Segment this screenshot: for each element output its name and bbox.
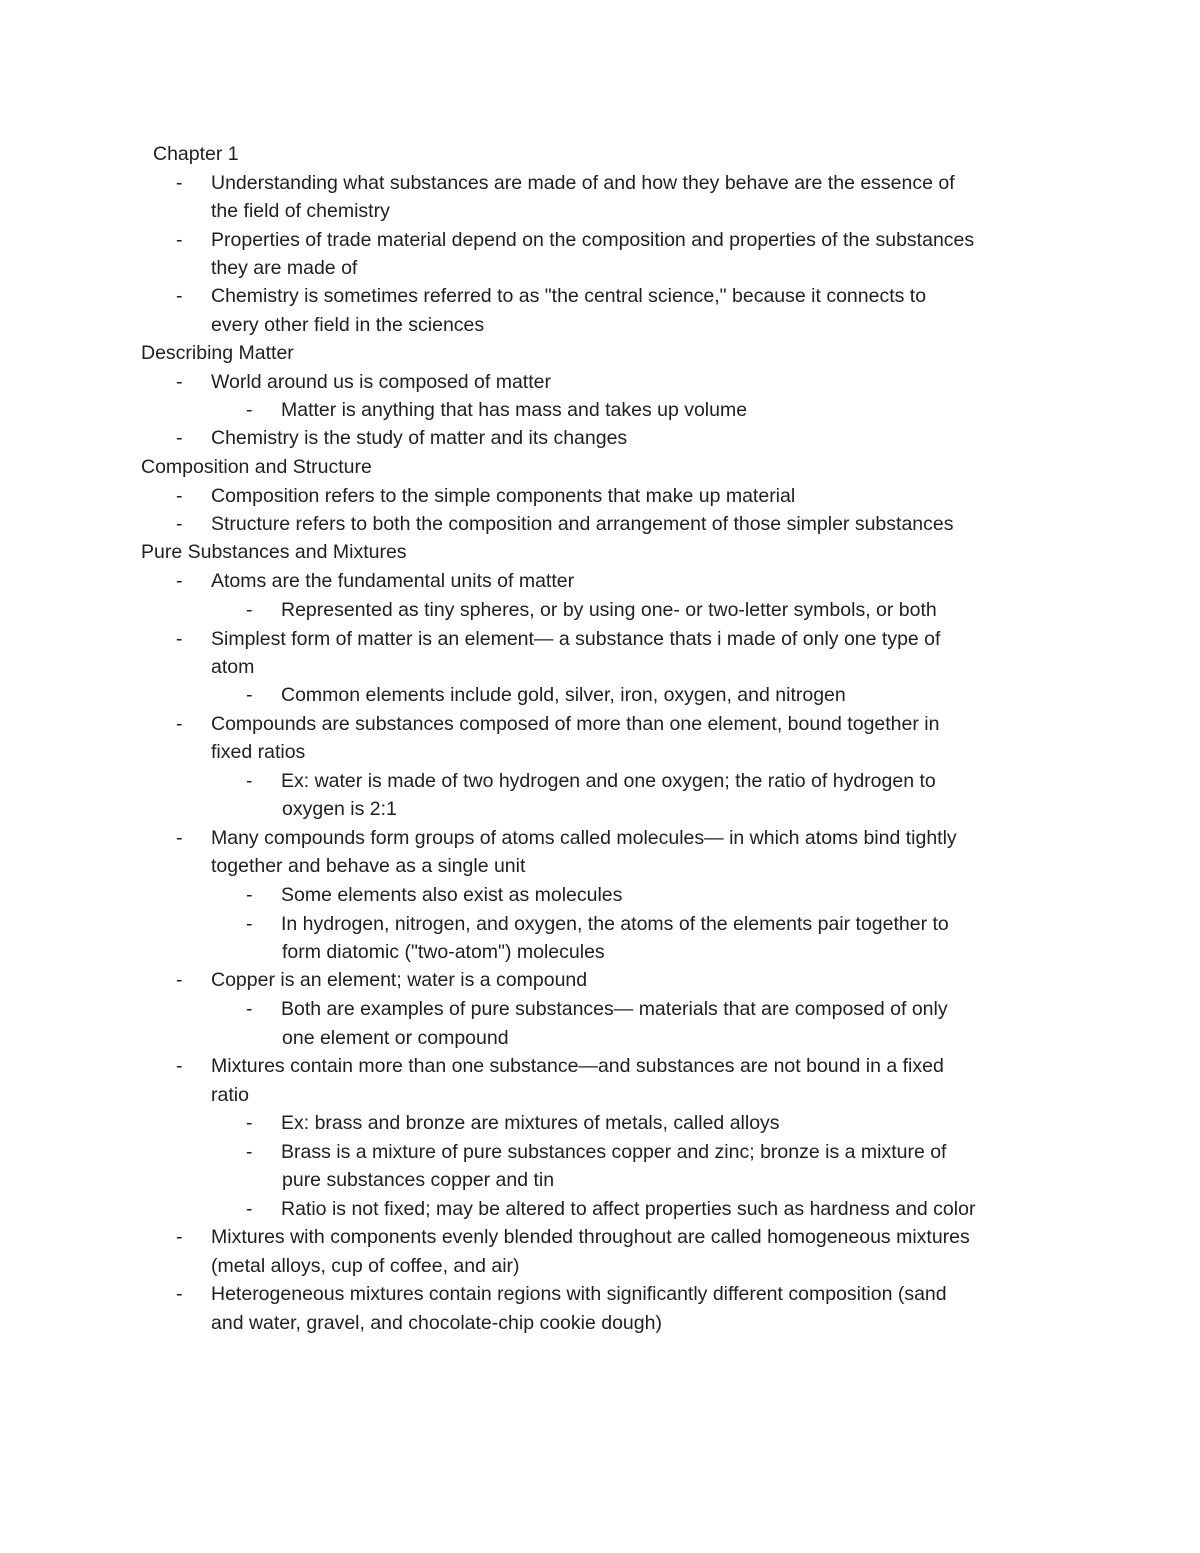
section-heading: Describing Matter [141,342,294,364]
bullet-text: Structure refers to both the composition and arrangement of those simpler substances [211,513,954,535]
bullet-item [176,1280,947,1308]
bullet-continuation: and water, gravel, and chocolate-chip cookie dough) [211,1312,662,1334]
bullet-dash: - [246,998,253,1020]
bullet-dash: - [246,913,253,935]
chapter-title: Chapter 1 [153,143,239,165]
sub-bullet-item [246,1138,946,1166]
bullet-item [176,510,953,538]
bullet-dash: - [246,770,253,792]
bullet-item [176,169,955,197]
bullet-dash: - [176,969,183,991]
bullet-text: Matter is anything that has mass and takes up volume [281,399,748,421]
bullet-dash: - [246,599,253,621]
bullet-dash: - [176,485,183,507]
bullet-text: World around us is composed of matter [211,371,551,393]
bullet-text: Represented as tiny spheres, or by using one- or two-letter symbols, or both [281,599,937,621]
bullet-item [176,966,587,994]
bullet-item [176,625,940,653]
bullet-text: Simplest form of matter is an element— a substance thats i made of only one type of [211,628,941,650]
bullet-text: Composition refers to the simple components that make up material [211,485,796,507]
bullet-dash: - [176,513,183,535]
bullet-text: In hydrogen, nitrogen, and oxygen, the atoms of the elements pair together to [281,913,949,935]
bullet-text: Ex: water is made of two hydrogen and one oxygen; the ratio of hydrogen to [281,770,936,792]
bullet-dash: - [176,713,183,735]
bullet-continuation: form diatomic ("two-atom") molecules [282,941,605,963]
bullet-dash: - [176,570,183,592]
bullet-text: Heterogeneous mixtures contain regions with significantly different composition (sand [211,1283,947,1305]
bullet-continuation: (metal alloys, cup of coffee, and air) [211,1255,520,1277]
bullet-item [176,482,795,510]
bullet-item [176,424,627,452]
bullet-text: Properties of trade material depend on the composition and properties of the substances [211,229,975,251]
bullet-text: Understanding what substances are made of and how they behave are the essence of [211,172,955,194]
bullet-text: Mixtures with components evenly blended throughout are called homogeneous mixtures [211,1226,970,1248]
bullet-item [176,710,939,738]
bullet-text: Brass is a mixture of pure substances copper and zinc; bronze is a mixture of [281,1141,947,1163]
bullet-item [176,567,574,595]
bullet-text: Copper is an element; water is a compound [211,969,588,991]
bullet-text: Ratio is not fixed; may be altered to affect properties such as hardness and color [281,1198,976,1220]
bullet-dash: - [246,399,253,421]
bullet-dash: - [176,229,183,251]
bullet-text: Common elements include gold, silver, iron, oxygen, and nitrogen [281,684,846,706]
bullet-dash: - [246,684,253,706]
sub-bullet-item [246,1195,975,1223]
bullet-dash: - [246,1198,253,1220]
sub-bullet-item [246,681,846,709]
bullet-item [176,1052,944,1080]
bullet-continuation: the field of chemistry [211,200,390,222]
bullet-dash: - [176,371,183,393]
bullet-text: Both are examples of pure substances— materials that are composed of only [281,998,948,1020]
bullet-text: Mixtures contain more than one substance—and substances are not bound in a fixed [211,1055,944,1077]
bullet-continuation: every other field in the sciences [211,314,485,336]
bullet-continuation: they are made of [211,257,358,279]
bullet-item [176,226,974,254]
sub-bullet-item [246,881,622,909]
bullet-item [176,282,926,310]
bullet-dash: - [176,628,183,650]
section-heading: Composition and Structure [141,456,372,478]
sub-bullet-item [246,910,949,938]
bullet-continuation: atom [211,656,255,678]
bullet-dash: - [176,827,183,849]
bullet-continuation: ratio [211,1084,249,1106]
bullet-text: Ex: brass and bronze are mixtures of metals, called alloys [281,1112,780,1134]
section-heading: Pure Substances and Mixtures [141,541,407,563]
sub-bullet-item [246,767,936,795]
bullet-dash: - [176,1055,183,1077]
bullet-text: Many compounds form groups of atoms called molecules— in which atoms bind tightly [211,827,957,849]
bullet-text: Atoms are the fundamental units of matter [211,570,575,592]
bullet-dash: - [176,427,183,449]
sub-bullet-item [246,1109,780,1137]
bullet-dash: - [176,1226,183,1248]
bullet-dash: - [246,884,253,906]
bullet-dash: - [176,1283,183,1305]
sub-bullet-item [246,596,937,624]
bullet-item [176,824,957,852]
bullet-text: Compounds are substances composed of more than one element, bound together in [211,713,940,735]
bullet-continuation: one element or compound [282,1027,509,1049]
bullet-dash: - [246,1141,253,1163]
sub-bullet-item [246,995,948,1023]
bullet-text: Some elements also exist as molecules [281,884,623,906]
bullet-dash: - [246,1112,253,1134]
bullet-item [176,1223,970,1251]
bullet-item [176,368,551,396]
bullet-dash: - [176,172,183,194]
bullet-continuation: pure substances copper and tin [282,1169,555,1191]
bullet-text: Chemistry is the study of matter and its changes [211,427,628,449]
bullet-continuation: together and behave as a single unit [211,855,526,877]
bullet-text: Chemistry is sometimes referred to as "the central science," because it connects to [211,285,927,307]
bullet-dash: - [176,285,183,307]
sub-bullet-item [246,396,747,424]
bullet-continuation: oxygen is 2:1 [282,798,397,820]
bullet-continuation: fixed ratios [211,741,306,763]
